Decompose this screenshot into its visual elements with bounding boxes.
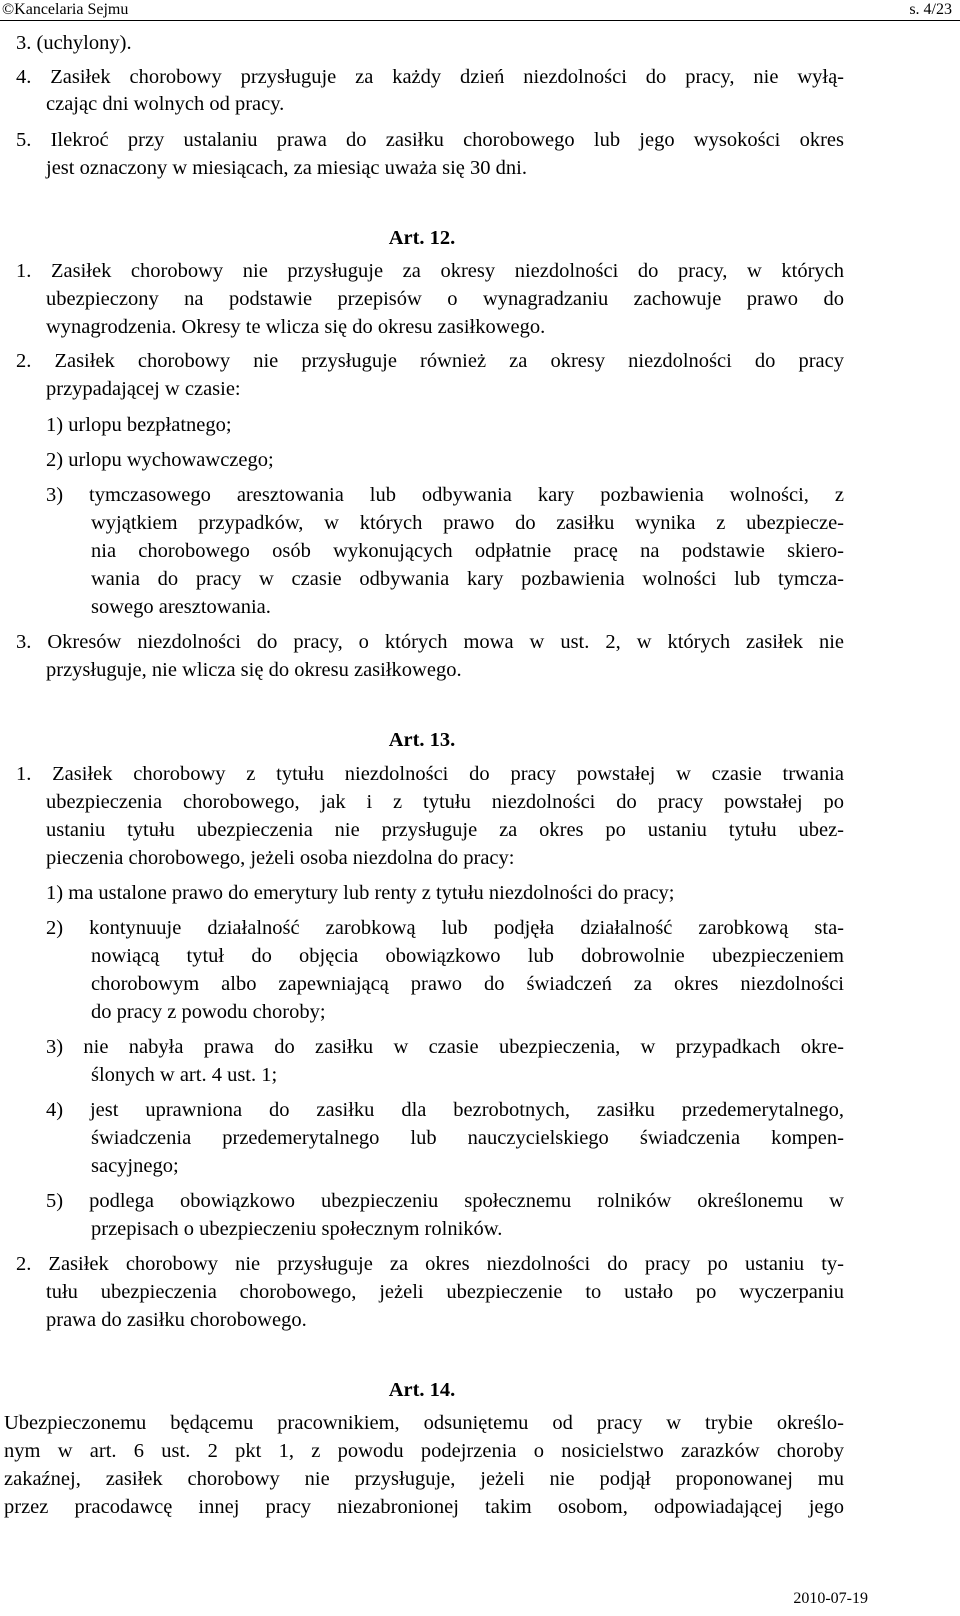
art12-p2-line2: przypadającej w czasie:	[46, 378, 241, 400]
art12-item2: 2) urlopu wychowawczego;	[46, 449, 274, 471]
art13-p2-line3: prawa do zasiłku chorobowego.	[46, 1309, 307, 1331]
header-rule	[0, 20, 960, 21]
art14-line1: Ubezpieczonemu będącemu pracownikiem, odsuniętemu od pracy w trybie określo-	[4, 1412, 844, 1434]
art12-item3-line1: 3) tymczasowego aresztowania lub odbywania kary pozbawienia wolności, z	[46, 484, 844, 506]
art11-p5-line2: jest oznaczony w miesiącach, za miesiąc uważa się 30 dni.	[46, 157, 527, 179]
art11-p5-line1: 5. Ilekroć przy ustalaniu prawa do zasiłku chorobowego lub jego wysokości okres	[16, 129, 844, 151]
art13-item2-line2: nowiącą tytuł do objęcia obowiązkowo lub dobrowolnie ubezpieczeniem	[91, 945, 844, 967]
art12-item3-line4: wania do pracy w czasie odbywania kary pozbawienia wolności lub tymcza-	[91, 568, 844, 590]
art13-item2-line3: chorobowym albo zapewniającą prawo do świadczeń za okres niezdolności	[91, 973, 844, 995]
art13-p1-line2: ubezpieczenia chorobowego, jak i z tytułu niezdolności do pracy powstałej po	[46, 791, 844, 813]
art12-heading: Art. 12.	[388, 227, 456, 249]
art14-line3: zakaźnej, zasiłek chorobowy nie przysługuje, jeżeli nie podjął proponowanej mu	[4, 1468, 844, 1490]
art13-item1: 1) ma ustalone prawo do emerytury lub renty z tytułu niezdolności do pracy;	[46, 882, 675, 904]
art11-p3: 3. (uchylony).	[16, 32, 132, 54]
footer-date: 2010-07-19	[793, 1590, 868, 1607]
art12-item1: 1) urlopu bezpłatnego;	[46, 414, 232, 436]
art13-item4-line3: sacyjnego;	[91, 1155, 179, 1177]
art12-item3-line3: nia chorobowego osób wykonujących odpłatnie pracę na podstawie skiero-	[91, 540, 844, 562]
art13-item5-line2: przepisach o ubezpieczeniu społecznym rolników.	[91, 1218, 503, 1240]
art12-item3-line5: sowego aresztowania.	[91, 596, 271, 618]
art11-p4-line2: czając dni wolnych od pracy.	[46, 93, 285, 115]
art12-p3-line2: przysługuje, nie wlicza się do okresu zasiłkowego.	[46, 659, 462, 681]
page-number: s. 4/23	[909, 1, 952, 18]
art12-item3-line2: wyjątkiem przypadków, w których prawo do zasiłku wynika z ubezpiecze-	[91, 512, 844, 534]
art12-p2-line1: 2. Zasiłek chorobowy nie przysługuje również za okresy niezdolności do pracy	[16, 350, 844, 372]
art12-p1-line3: wynagrodzenia. Okresy te wlicza się do okresu zasiłkowego.	[46, 316, 546, 338]
art13-item3-line1: 3) nie nabyła prawa do zasiłku w czasie ubezpieczenia, w przypadkach okre-	[46, 1036, 844, 1058]
art13-p1-line1: 1. Zasiłek chorobowy z tytułu niezdolności do pracy powstałej w czasie trwania	[16, 763, 844, 785]
art13-heading: Art. 13.	[388, 729, 456, 751]
art12-p3-line1: 3. Okresów niezdolności do pracy, o których mowa w ust. 2, w których zasiłek nie	[16, 631, 844, 653]
art13-item3-line2: ślonych w art. 4 ust. 1;	[91, 1064, 278, 1086]
art13-item2-line1: 2) kontynuuje działalność zarobkową lub podjęła działalność zarobkową sta-	[46, 917, 844, 939]
source-label: ©Kancelaria Sejmu	[2, 1, 129, 18]
art11-p4-line1: 4. Zasiłek chorobowy przysługuje za każdy dzień niezdolności do pracy, nie wyłą-	[16, 66, 844, 88]
art14-line4: przez pracodawcę innej pracy niezabronionej takim osobom, odpowiadającej jego	[4, 1496, 844, 1518]
art13-p2-line2: tułu ubezpieczenia chorobowego, jeżeli ubezpieczenie to ustało po wyczerpaniu	[46, 1281, 844, 1303]
art12-p1-line1: 1. Zasiłek chorobowy nie przysługuje za okresy niezdolności do pracy, w których	[16, 260, 844, 282]
art13-p2-line1: 2. Zasiłek chorobowy nie przysługuje za okres niezdolności do pracy po ustaniu ty-	[16, 1253, 844, 1275]
art12-p1-line2: ubezpieczony na podstawie przepisów o wynagradzaniu zachowuje prawo do	[46, 288, 844, 310]
art14-line2: nym w art. 6 ust. 2 pkt 1, z powodu podejrzenia o nosicielstwo zarazków choroby	[4, 1440, 844, 1462]
art13-item5-line1: 5) podlega obowiązkowo ubezpieczeniu społecznemu rolników określonemu w	[46, 1190, 844, 1212]
art13-item2-line4: do pracy z powodu choroby;	[91, 1001, 326, 1023]
page-header	[0, 0, 960, 22]
art13-p1-line3: ustaniu tytułu ubezpieczenia nie przysługuje za okres po ustaniu tytułu ubez-	[46, 819, 844, 841]
art13-p1-line4: pieczenia chorobowego, jeżeli osoba niezdolna do pracy:	[46, 847, 515, 869]
art13-item4-line2: świadczenia przedemerytalnego lub nauczycielskiego świadczenia kompen-	[91, 1127, 844, 1149]
art13-item4-line1: 4) jest uprawniona do zasiłku dla bezrobotnych, zasiłku przedemerytalnego,	[46, 1099, 844, 1121]
art14-heading: Art. 14.	[388, 1379, 456, 1401]
